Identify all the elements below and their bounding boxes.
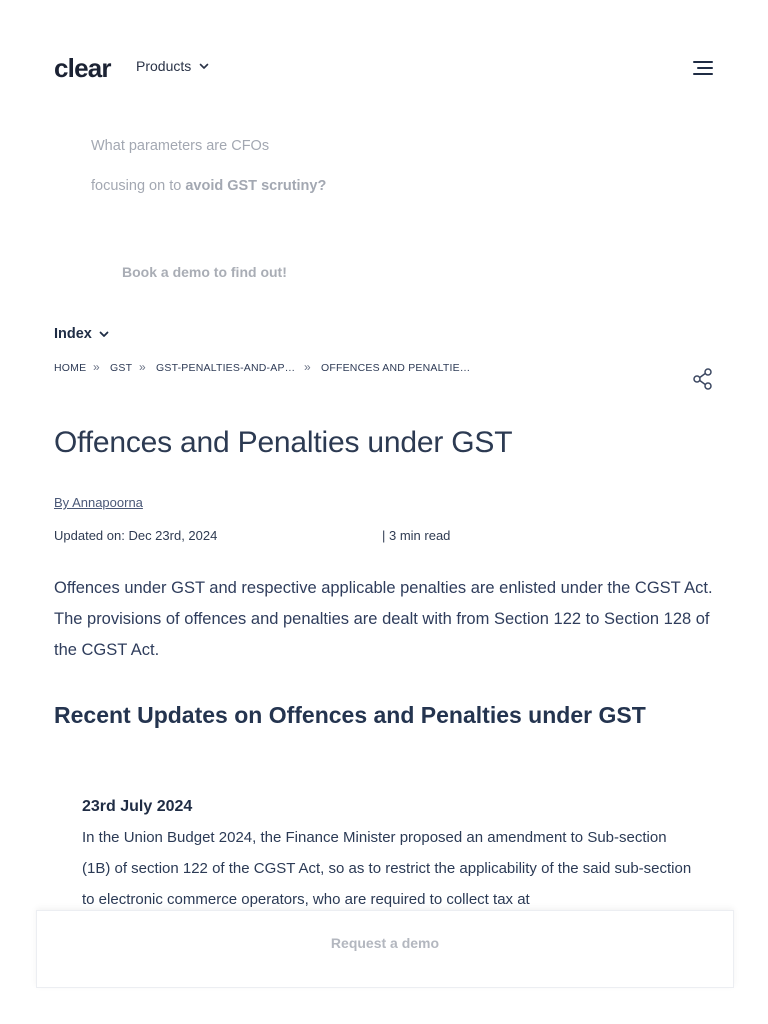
double-chevron-right-icon: »: [139, 360, 146, 374]
promo-line-2-bold: avoid GST scrutiny?: [185, 178, 327, 194]
request-demo-button[interactable]: Request a demo: [330, 935, 440, 951]
promo-line-2-prefix: focusing on to: [91, 178, 186, 194]
breadcrumb-gst[interactable]: GST: [110, 362, 133, 374]
breadcrumb-gst-penalties[interactable]: GST-PENALTIES-AND-AP…: [156, 362, 296, 374]
recent-updates-heading: Recent Updates on Offences and Penalties under GST: [54, 702, 646, 728]
update-item: [82, 798, 692, 915]
intro-paragraph: Offences under GST and respective applicable penalties are enlisted under the CGST Act. The provisions of offences and penalties are dealt with from Section 122 to Section 128 of the CGST Act.: [54, 579, 713, 659]
site-header: [54, 50, 714, 86]
double-chevron-right-icon: »: [93, 360, 100, 374]
update-text: In the Union Budget 2024, the Finance Minister proposed an amendment to Sub-section (1B) of section 122 of the CGST Act, so as to restrict the applicability of the said sub-section to electronic commerce operators, who are required to collect tax at: [82, 829, 692, 908]
promo-line-1: What parameters are CFOs: [91, 138, 270, 154]
index-label: Index: [54, 326, 92, 342]
read-time: | 3 min read: [382, 528, 451, 543]
clear-logo[interactable]: clear: [54, 53, 111, 83]
chevron-down-icon: [98, 328, 110, 340]
updated-date: Updated on: Dec 23rd, 2024: [54, 528, 218, 543]
book-demo-link[interactable]: Book a demo to find out!: [122, 264, 287, 280]
hamburger-menu-icon[interactable]: [692, 58, 714, 78]
double-chevron-right-icon: »: [304, 360, 311, 374]
chevron-down-icon: [197, 59, 211, 73]
author-link[interactable]: By Annapoorna: [54, 495, 143, 510]
update-date: 23rd July 2024: [82, 798, 193, 815]
index-dropdown[interactable]: [54, 326, 110, 342]
sticky-demo-bar: [36, 910, 734, 988]
products-dropdown[interactable]: [136, 58, 211, 74]
share-icon[interactable]: [692, 367, 714, 391]
page-title: Offences and Penalties under GST: [54, 426, 513, 459]
products-label: Products: [136, 58, 192, 74]
breadcrumb-offences-penalties[interactable]: OFFENCES AND PENALTIE…: [321, 362, 471, 374]
promo-line-2: [91, 178, 326, 194]
breadcrumb-home[interactable]: HOME: [54, 362, 87, 374]
